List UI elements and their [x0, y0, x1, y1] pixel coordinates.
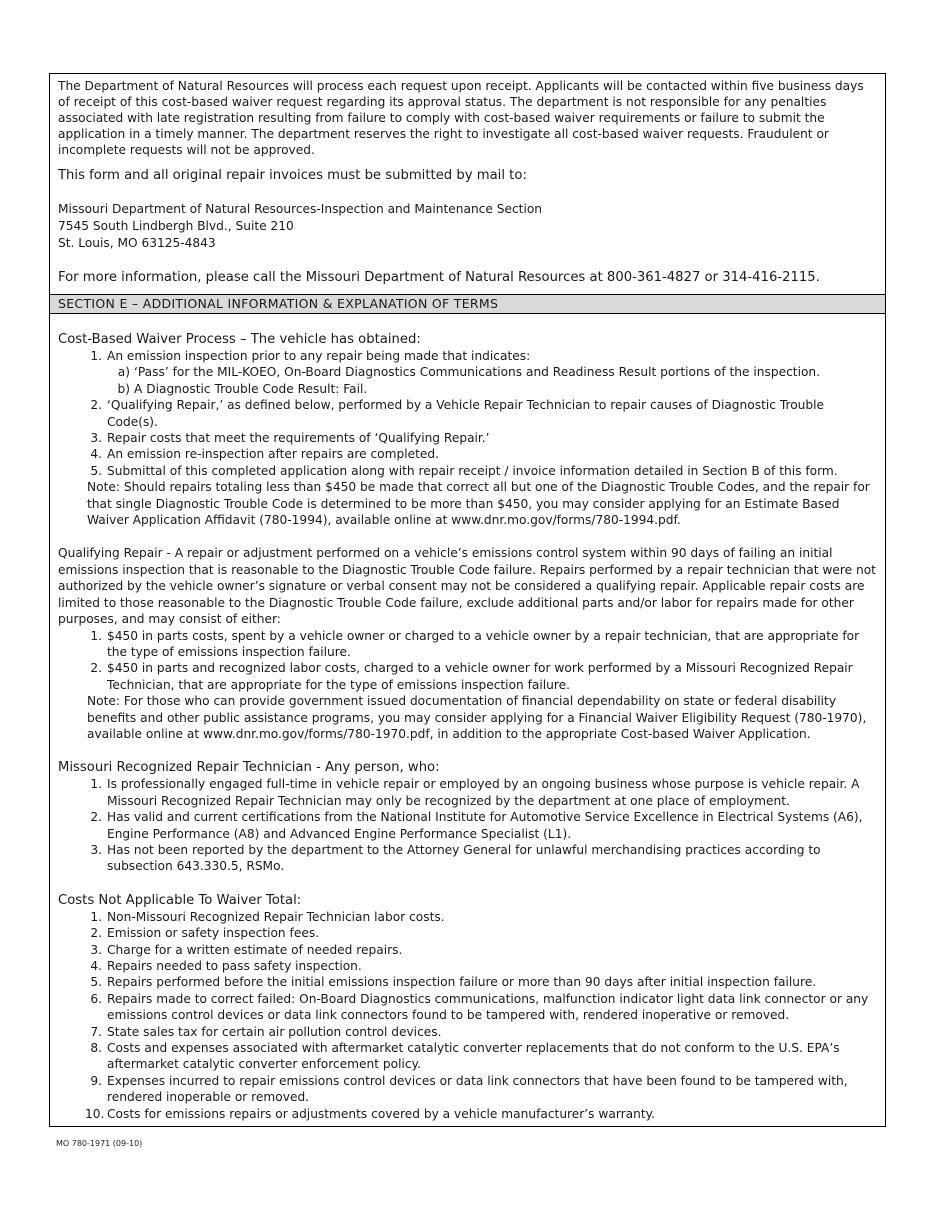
list-item: 6. Repairs made to correct failed: On-Board Diagnostics communications, malfunction indicator light data link connector or any emissions control devices or data link connectors found to be tampered with, rendered inoperative or removed. [90, 991, 869, 1023]
list-item: 9. Expenses incurred to repair emissions control devices or data link connectors that have been found to be tampered with, rendered inoperable or removed. [90, 1073, 848, 1105]
list-item: 2. $450 in parts and recognized labor costs, charged to a vehicle owner for work performed by a Missouri Recognized Repair Technician, that are appropriate for the type of emissions inspection failure. [90, 661, 853, 692]
list-item: 2. Emission or safety inspection fees. [90, 926, 320, 941]
list-item: 5. Submittal of this completed application along with repair receipt / invoice information detailed in Section B of this form. [90, 463, 838, 478]
list-item: 8. Costs and expenses associated with aftermarket catalytic converter replacements that do not conform to the U.S. EPA’s aftermarket catalytic converter enforcement policy. [90, 1041, 840, 1072]
qualifying-repair-paragraph: Qualifying Repair - A repair or adjustment performed on a vehicle’s emissions control system within 90 days of failing an initial emissions inspection that is reasonable to the Diagnostic Trouble Code failure. Repairs performed by a repair technician that were not authorized by the vehicle owner’s signature or verbal consent may not be considered a qualifying repair. Applicable repair costs are limited to those reasonable to the Diagnostic Trouble Code failure, exclude additional parts and/or labor for repairs made for other purposes, and may consist of either: [58, 546, 876, 627]
qualifying-note: Note: For those who can provide government issued documentation of financial dependability on state or federal disability benefits and other public assistance programs, you may consider applying for a Financial Waiver Eligibility Request (780-1970), available online at www.dnr.mo.gov/forms/780-1970.pdf, in addition to the appropriate Cost-based Waiver Application. [87, 694, 867, 741]
costs-heading: Costs Not Applicable To Waiver Total: [58, 892, 302, 908]
list-item: 3. Has not been reported by the department to the Attorney General for unlawful merchandising practices according to subsection 643.330.5, RSMo. [90, 842, 821, 874]
list-item: 5. Repairs performed before the initial emissions inspection failure or more than 90 days after initial inspection failure. [90, 975, 817, 990]
address-line-3: St. Louis, MO 63125-4843 [58, 236, 216, 250]
intro-block [50, 74, 885, 294]
intro-paragraph: The Department of Natural Resources will process each request upon receipt. Applicants will be contacted within five business days of receipt of this cost-based waiver request regarding its approval status. The department is not responsible for any penalties associated with late registration resulting from failure to comply with cost-based waiver requirements or failure to submit the application in a timely manner. The department reserves the right to investigate all cost-based waiver requests. Fraudulent or incomplete requests will not be approved. [58, 79, 864, 157]
list-item: 7. State sales tax for certain air pollution control devices. [90, 1024, 442, 1039]
list-item: 10. Costs for emissions repairs or adjustments covered by a vehicle manufacturer’s warranty. [85, 1106, 655, 1121]
cost-based-heading: Cost-Based Waiver Process – The vehicle has obtained: [58, 332, 421, 347]
more-info: For more information, please call the Missouri Department of Natural Resources at 800-361-4827 or 314-416-2115. [58, 270, 820, 285]
costs-list [58, 909, 877, 1122]
qualifying-list [58, 628, 877, 694]
mail-instruction: This form and all original repair invoices must be submitted by mail to: [58, 168, 527, 183]
cost-based-note: Note: Should repairs totaling less than $450 be made that correct all but one of the Diagnostic Trouble Codes, and the repair for that single Diagnostic Trouble Code is determined to be more than $450, you may consider applying for an Estimate Based Waiver Application Affidavit (780-1994), available online at www.dnr.mo.gov/forms/780-1994.pdf. [87, 480, 870, 528]
list-item: 1. Non-Missouri Recognized Repair Technician labor costs. [90, 909, 445, 924]
form-frame [49, 73, 886, 1127]
form-number: MO 780-1971 (09-10) [56, 1139, 143, 1148]
list-item: 3. Repair costs that meet the requirements of ‘Qualifying Repair.’ [90, 431, 490, 446]
technician-list [58, 776, 877, 874]
list-item: 2. ‘Qualifying Repair,’ as defined below, performed by a Vehicle Repair Technician to repair causes of Diagnostic Trouble Code(s). [90, 398, 825, 429]
cost-based-list [58, 348, 877, 479]
address-line-1: Missouri Department of Natural Resources-Inspection and Maintenance Section [58, 202, 543, 216]
section-e-content [50, 314, 885, 1122]
section-e-header: SECTION E – ADDITIONAL INFORMATION & EXPLANATION OF TERMS [50, 294, 885, 314]
address-line-2: 7545 South Lindbergh Blvd., Suite 210 [58, 219, 294, 233]
list-item: 4. Repairs needed to pass safety inspection. [90, 959, 362, 973]
list-item: 4. An emission re-inspection after repairs are completed. [90, 447, 439, 462]
list-item: 1. Is professionally engaged full-time in vehicle repair or employed by an ongoing business whose purpose is vehicle repair. A Missouri Recognized Repair Technician may only be recognized by the department at one place of employment. [90, 777, 860, 808]
sub-list-item: a) ‘Pass’ for the MIL-KOEO, On-Board Diagnostics Communications and Readiness Result portions of the inspection. [117, 365, 821, 380]
list-item: 2. Has valid and current certifications from the National Institute for Automotive Service Excellence in Electrical Systems (A6), Engine Performance (A8) and Advanced Engine Performance Specialist (L1). [90, 810, 863, 841]
list-item: 1. An emission inspection prior to any repair being made that indicates: [90, 349, 531, 363]
sub-list-item: b) A Diagnostic Trouble Code Result: Fail. [117, 381, 368, 396]
list-item: 1. $450 in parts costs, spent by a vehicle owner or charged to a vehicle owner by a repair technician, that are appropriate for the type of emissions inspection failure. [90, 628, 860, 659]
list-item: 3. Charge for a written estimate of needed repairs. [90, 942, 403, 957]
technician-heading: Missouri Recognized Repair Technician - Any person, who: [58, 760, 440, 776]
